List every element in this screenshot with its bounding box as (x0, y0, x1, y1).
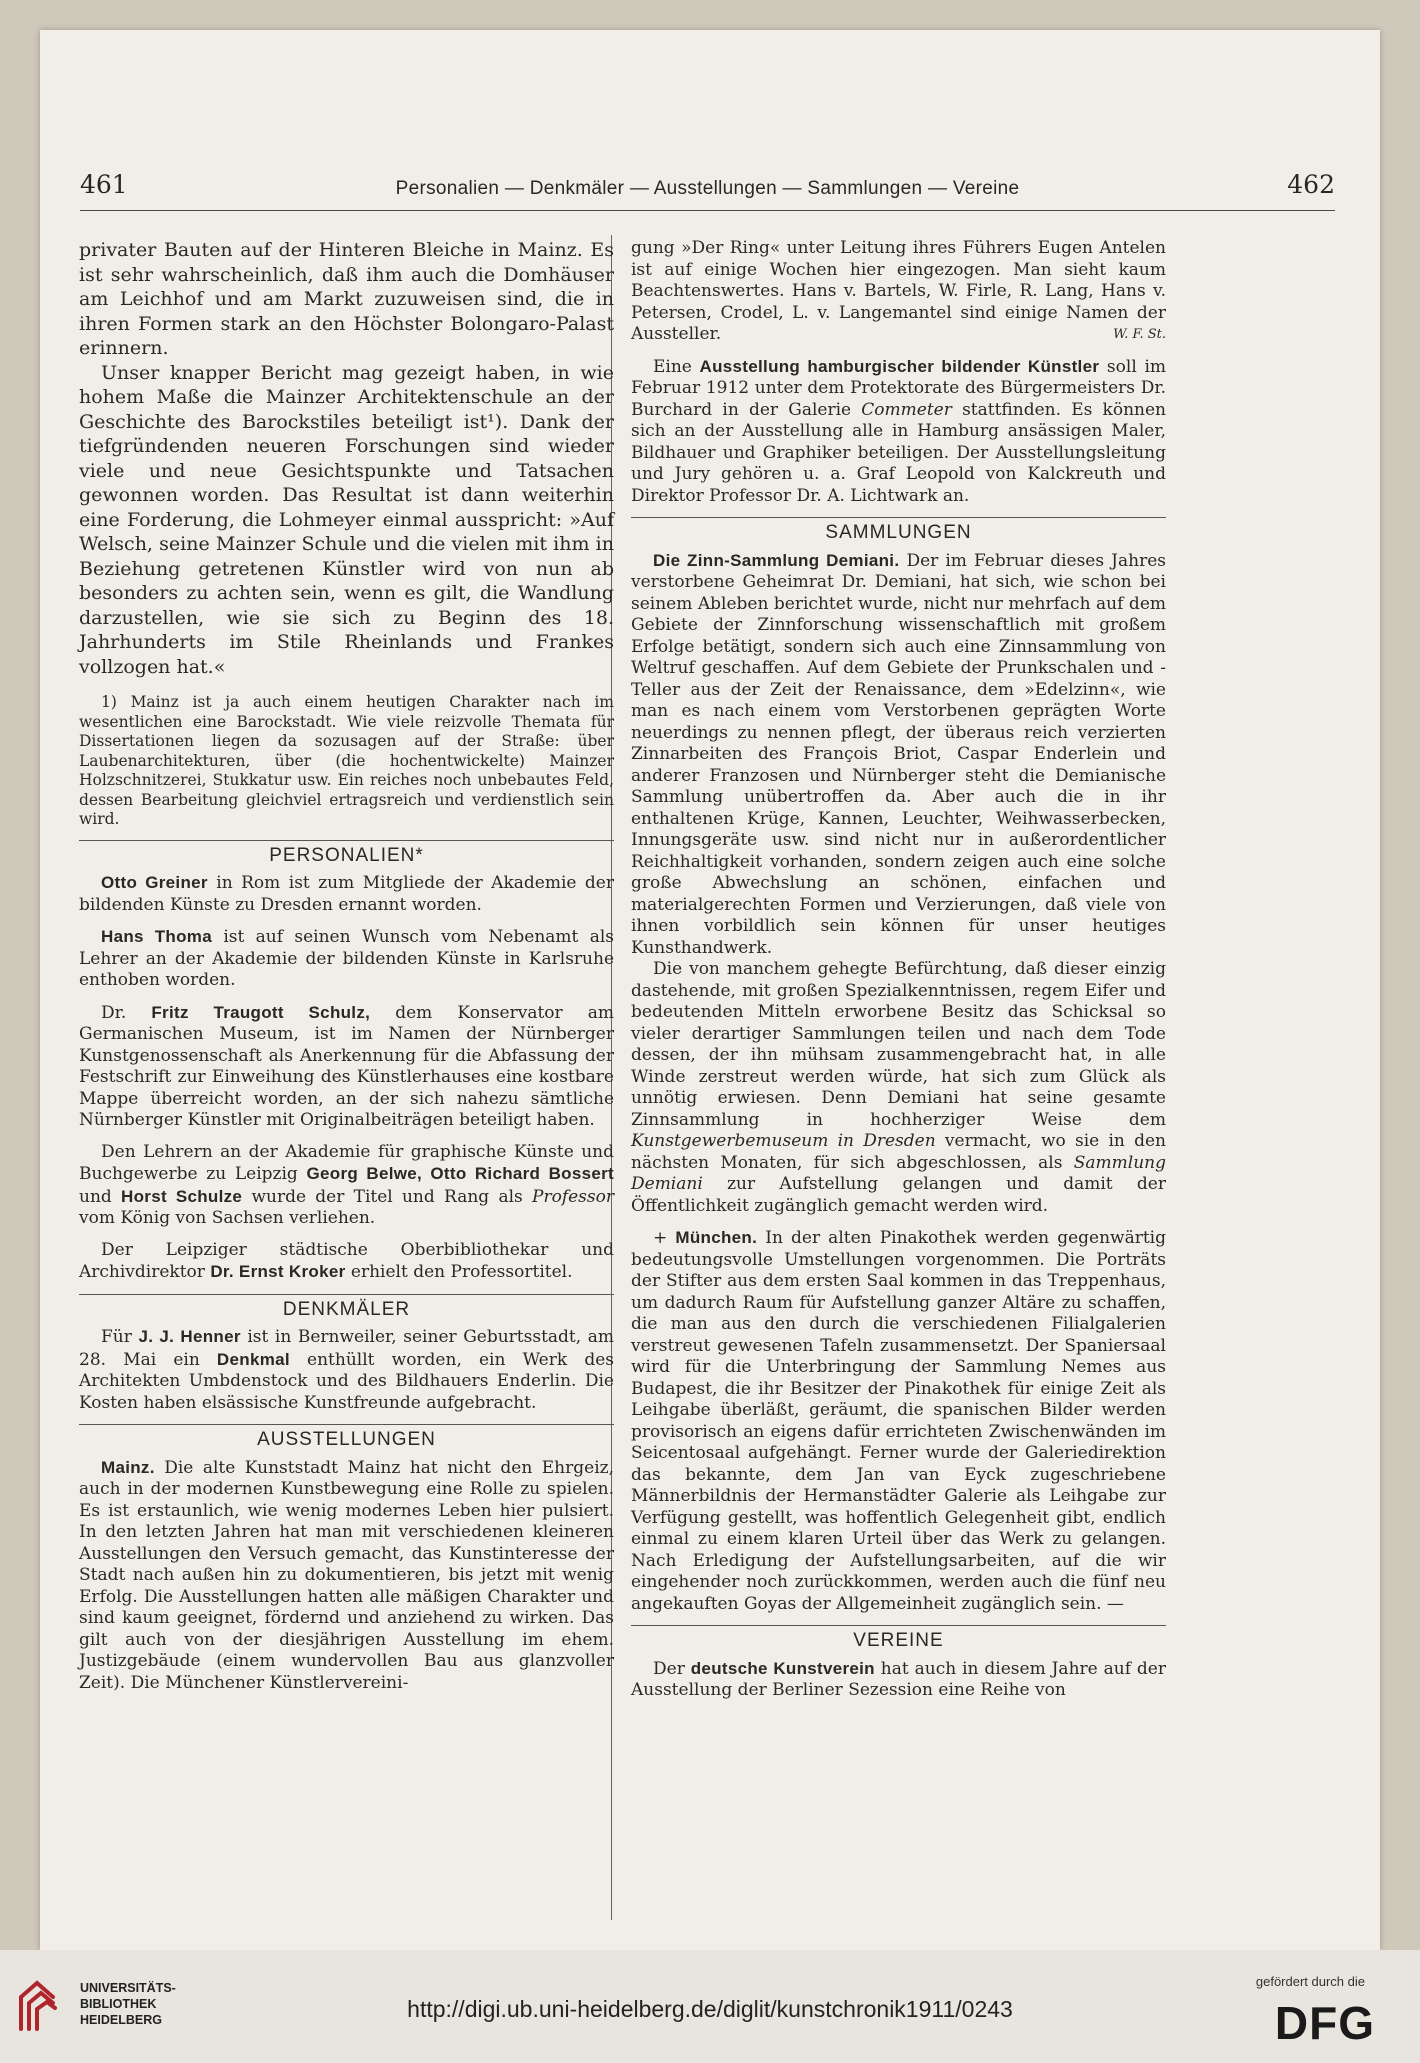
paragraph: Die von manchem gehegte Befürchtung, daß dieser einzig dastehende, mit großen Spezialkenntnissen, regem Eifer und bedeutenden Mitteln erworbene Besitz das Schicksal so vieler derartiger Sammlungen teilen und nach dem Tode dessen, der ihn mühsam zusammengebracht hat, in alle Winde zerstreut werden würde, hat sich zum Glück als unnötig erwiesen. Denn Demiani hat seine gesamte Zinnsammlung in hochherziger Weise dem Kunstgewerbemuseum in Dresden vermacht, wo sie in den nächsten Monaten, für sich abgeschlossen, als Sammlung Demiani zur Aufstellung gelangen und damit der Öffentlichkeit zugänglich gemacht werden wird. (631, 959, 1167, 1216)
person-name: Dr. Ernst Kroker (210, 1262, 346, 1281)
section-rule (631, 517, 1166, 518)
paragraph: Für J. J. Henner ist in Bernweiler, seiner Geburtsstadt, am 28. Mai ein Denkmal enthüllt worden, ein Werk des Architekten Umbdenstock und des Bildhauers Enderlin. Die Kosten haben elsässische Kunstfreunde aufgebracht. (79, 1327, 614, 1413)
section-heading: AUSSTELLUNGEN (257, 1429, 436, 1450)
section-rule (79, 1294, 614, 1295)
running-title: Personalien — Denkmäler — Ausstellungen — Sammlungen — Vereine (395, 178, 1020, 199)
header-rule (80, 210, 1335, 211)
section-heading: SAMMLUNGEN (825, 522, 972, 543)
paragraph: Mainz. Die alte Kunststadt Mainz hat nicht den Ehrgeiz, auch in der modernen Kunstbewegung eine Rolle zu spielen. Es ist erstaunlich, wie wenig modernes Leben hier pulsiert. In den letzten Jahren hat man mit verschiedenen kleineren Ausstellungen den Versuch gemacht, das Kunstinteresse der Stadt nach außen hin zu dokumentieren, bis jetzt mit wenig Erfolg. Die Ausstellungen hatten alle mäßigen Charakter und sind kaum geeignet, fördernd und anziehend zu wirken. Das gilt auch von der diesjährigen Ausstellung im ehem. Justizgebäude (einem wundervollen Bau aus glanzvoller Zeit). Die Münchener Künstlervereini- (79, 1457, 614, 1693)
person-name: J. J. Henner (138, 1327, 241, 1346)
paragraph: Unser knapper Bericht mag gezeigt haben, in wie hohem Maße die Mainzer Architektenschule an der Geschichte des Barockstiles beteiligt ist¹). Dank der tiefgründenden neueren Forschungen sind wieder viele und neue Gesichtspunkte und Tatsachen gewonnen worden. Das Resultat ist dann weiterhin eine Forderung, die Lohmeyer einmal ausspricht: »Auf Welsch, seine Mainzer Schule und die vielen mit ihm in Beziehung getretenen Künstler wird von nun ab besonders zu achten sein, wenn es gilt, die Wandlung darzustellen, wie sie sich zu Beginn des 18. Jahrhunderts im Stile Rheinlands und Frankes vollzogen hat.« (79, 361, 614, 678)
section-sammlungen (631, 517, 1166, 544)
funding-label: gefördert durch die (1255, 1974, 1365, 1989)
section-heading: PERSONALIEN* (269, 844, 424, 866)
viewer-footer (0, 1950, 1420, 2063)
page-number-right: 462 (1287, 170, 1335, 199)
paragraph: Eine Ausstellung hamburgischer bildender Künstler soll im Februar 1912 unter dem Protektorate des Bürgermeisters Dr. Burchard in der Galerie Commeter stattfinden. Es können sich an der Ausstellung alle in Hamburg ansässigen Maler, Bildhauer und Graphiker beteiligen. Der Ausstellungsleitung und Jury gehören u. a. Graf Leopold von Kalckreuth und Direktor Professor Dr. A. Lichtwark an. (631, 356, 1166, 506)
paragraph: Den Lehrern an der Akademie für graphische Künste und Buchgewerbe zu Leipzig Georg Belwe, Otto Richard Bossert und Horst Schulze wurde der Titel und Rang als Professor vom König von Sachsen verliehen. (79, 1141, 614, 1228)
person-name: Otto Greiner (101, 873, 208, 892)
person-name: Hans Thoma (101, 927, 212, 946)
university-library-name: UNIVERSITÄTS- BIBLIOTHEK HEIDELBERG (80, 1981, 176, 2027)
paragraph: Hans Thoma ist auf seinen Wunsch vom Nebenamt als Lehrer an der Akademie der bildenden Künste in Karlsruhe enthoben worden. (79, 927, 614, 990)
paragraph: Die Zinn-Sammlung Demiani. Der im Februar dieses Jahres verstorbene Geheimrat Dr. Demiani, hat sich, wie schon bei seinem Ableben berichtet wurde, nicht nur mehrfach auf dem Gebiete der Zinnforschung wissenschaftlich mit großem Erfolge betätigt, sondern sich auch eine Zinnsammlung von Weltruf geschaffen. Auf dem Gebiete der Prunkschalen und -Teller aus der Zeit der Renaissance, dem »Edelzinn«, wie man es nach einem vom Verstorbenen geprägten Worte neuerdings zu nennen pflegt, der überaus reich verzierten Zinnarbeiten des François Briot, Caspar Enderlein und anderer Franzosen und Nürnberger steht die Demianische Sammlung unübertroffen da. Aber auch die in ihr enthaltenen Krüge, Kannen, Leuchter, Weihwasserbecken, Innungsgeräte usw. sind nicht nur in außerordentlicher Reichhaltigkeit vorhanden, sondern zeigen auch eine solche große Abwechslung an schönen, einfachen und materialgerechten Formen und Verzierungen, daß viele von ihnen vorbildlich sein können für unser heutiges Kunsthandwerk. (631, 550, 1166, 958)
paragraph: Der Leipziger städtische Oberbibliothekar und Archivdirektor Dr. Ernst Kroker erhielt den Professortitel. (79, 1239, 614, 1282)
paragraph: Dr. Fritz Traugott Schulz, dem Konservator am Germanischen Museum, ist im Namen der Nürnberger Kunstgenossenschaft als Anerkennung für die Abfassung der Festschrift zur Einweihung des Künstlerhauses eine kostbare Mappe überreicht worden, an der sich nahezu sämtliche Nürnberger Künstler mit Originalbeiträgen beteiligt haben. (79, 1002, 614, 1130)
right-column (631, 238, 1166, 1702)
section-rule (79, 840, 614, 841)
section-vereine (631, 1625, 1166, 1652)
section-ausstellungen (79, 1424, 614, 1451)
person-name: Fritz Traugott Schulz, (151, 1002, 371, 1022)
paragraph: Otto Greiner in Rom ist zum Mitgliede der Akademie der bildenden Künste zu Dresden ernannt worden. (79, 873, 614, 915)
footnote: 1) Mainz ist ja auch einem heutigen Charakter nach im wesentlichen eine Barockstadt. Wie viele reizvolle Themata für Dissertationen liegen da sozusagen auf der Straße: über Laubenarchitekturen, über (die hochentwickelte) Mainzer Holzschnitzerei, Stukkatur usw. Ein reiches noch unbebautes Feld, dessen Bearbeitung gleichviel ertragsreich und verdienstlich sein wird. (79, 693, 614, 828)
place-name: Mainz. (101, 1457, 155, 1477)
section-denkmaler (79, 1294, 614, 1321)
person-name: Horst Schulze (121, 1186, 243, 1206)
section-heading: DENKMÄLER (282, 1298, 411, 1320)
dfg-logo: DFG (1274, 1997, 1375, 2049)
page-number-left: 461 (80, 170, 128, 199)
permalink-url[interactable]: http://digi.ub.uni-heidelberg.de/diglit/kunstchronik1911/0243 (407, 1996, 1013, 2022)
paragraph: gung »Der Ring« unter Leitung ihres Führers Eugen Antelen ist auf einige Wochen hier eingezogen. Man sieht kaum Beachtenswertes. Hans v. Bartels, W. Firle, R. Lang, Hans v. Petersen, Crodel, L. v. Langemantel sind einige Namen der Aussteller. W. F. St. (631, 238, 1166, 344)
cross-mark: + (653, 1228, 668, 1248)
section-rule (79, 1424, 614, 1425)
section-rule (631, 1625, 1166, 1626)
keyword: Denkmal (216, 1349, 290, 1369)
author-signature: W. F. St. (1113, 327, 1166, 342)
keyword: Die Zinn-Sammlung Demiani. (653, 550, 900, 570)
keyword: Ausstellung hamburgischer bildender Künstler (699, 356, 1100, 376)
page-header (80, 150, 1335, 210)
section-heading: VEREINE (853, 1630, 944, 1651)
left-column (79, 238, 614, 1694)
place-name: München. (675, 1228, 758, 1247)
section-personalien (79, 840, 614, 867)
keyword: deutsche Kunstverein (690, 1658, 875, 1678)
paragraph: privater Bauten auf der Hinteren Bleiche in Mainz. Es ist sehr wahrscheinlich, daß ihm auch die Domhäuser am Leichhof und am Markt zuzuweisen sind, die in ihren Formen stark an den Höchster Bolongaro-Palast erinnern. (79, 239, 614, 359)
paragraph: + München. In der alten Pinakothek werden gegenwärtig bedeutungsvolle Umstellungen vorgenommen. Die Porträts der Stifter aus dem ersten Saal kommen in das Treppenhaus, um dadurch Raum für Aufstellung ganzer Altäre zu schaffen, die man aus den durch die verschiedenen Filialgalerien verstreut gewesenen Tafeln zusammensetzt. Der Spaniersaal wird für die Unterbringung der Sammlung Nemes aus Budapest, die ihr Besitzer der Pinakothek für einige Zeit als Leihgabe überläßt, geräumt, die spanischen Bilder werden provisorisch an eigens dafür errichteten Zwischenwänden im Seicentosaal aufgehängt. Ferner wurde der Galeriedirektion das bekannte, dem Jan van Eyck zugeschriebene Männerbildnis der Hermanstädter Galerie als Leihgabe zur Verfügung gestellt, was hoffentlich Gelegenheit gibt, endlich einmal zu einem klaren Urteil über das Werk zu gelangen. Nach Erledigung der Aufstellungsarbeiten, auf die wir eingehender noch zurückkommen, werden auch die fünf neu angekauften Goyas der Allgemeinheit zugänglich sein. — (631, 1228, 1167, 1614)
person-name: Georg Belwe, Otto Richard Bossert (306, 1164, 614, 1183)
paragraph: Der deutsche Kunstverein hat auch in diesem Jahre auf der Ausstellung der Berliner Sezession eine Reihe von (631, 1658, 1166, 1700)
